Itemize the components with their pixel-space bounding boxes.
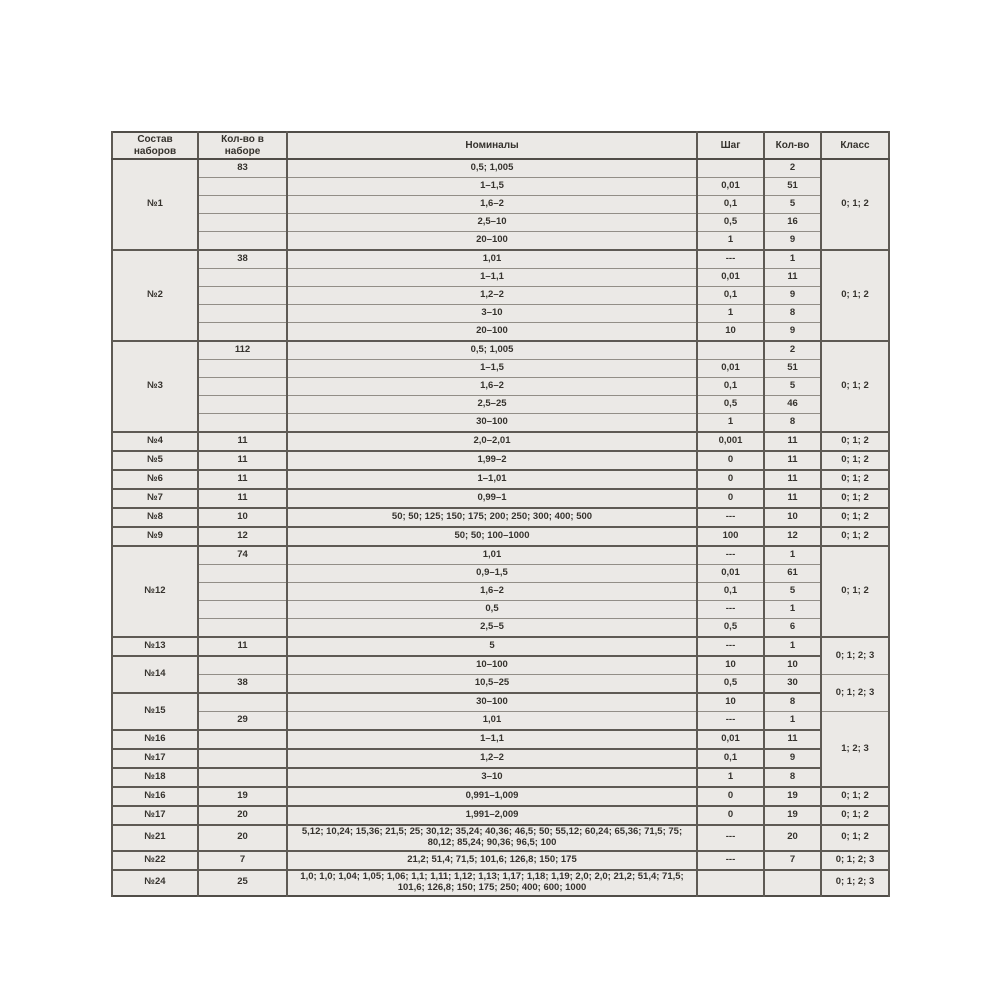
class-cell: 0; 1; 2 [821, 806, 889, 825]
qty-in-set-cell [198, 601, 287, 619]
step-cell: 0,01 [697, 360, 764, 378]
table-row [112, 396, 889, 414]
class-cell: 0; 1; 2 [821, 341, 889, 432]
qty-in-set-cell: 38 [198, 675, 287, 694]
table-row [112, 305, 889, 323]
col-header-nominals: Номиналы [287, 132, 697, 159]
table-row [112, 749, 889, 768]
class-cell: 0; 1; 2; 3 [821, 675, 889, 712]
qty-in-set-cell [198, 619, 287, 638]
table-row [112, 712, 889, 731]
nominal-cell: 1,01 [287, 250, 697, 269]
step-cell: 100 [697, 527, 764, 546]
qty-cell: 19 [764, 787, 821, 806]
step-cell: 0,01 [697, 565, 764, 583]
class-cell: 0; 1; 2 [821, 489, 889, 508]
step-cell: 0,1 [697, 287, 764, 305]
qty-in-set-cell [198, 378, 287, 396]
class-cell: 0; 1; 2 [821, 825, 889, 851]
nominal-cell: 1,6–2 [287, 378, 697, 396]
set-name-cell: №18 [112, 768, 198, 787]
col-header-qty: Кол-во [764, 132, 821, 159]
qty-in-set-cell: 12 [198, 527, 287, 546]
set-name-cell: №9 [112, 527, 198, 546]
qty-cell: 1 [764, 601, 821, 619]
class-cell: 0; 1; 2; 3 [821, 851, 889, 870]
table-row [112, 414, 889, 433]
qty-cell: 1 [764, 250, 821, 269]
qty-in-set-cell: 11 [198, 451, 287, 470]
step-cell: 1 [697, 232, 764, 251]
set-name-cell: №13 [112, 637, 198, 656]
set-name-cell: №1 [112, 159, 198, 250]
qty-in-set-cell [198, 768, 287, 787]
step-cell: 0,1 [697, 583, 764, 601]
qty-in-set-cell [198, 730, 287, 749]
table-row [112, 851, 889, 870]
set-name-cell: №4 [112, 432, 198, 451]
table-row [112, 508, 889, 527]
nominal-cell: 1–1,5 [287, 360, 697, 378]
qty-in-set-cell [198, 214, 287, 232]
col-header-step: Шаг [697, 132, 764, 159]
set-name-cell: №14 [112, 656, 198, 693]
qty-cell: 11 [764, 269, 821, 287]
table-row [112, 656, 889, 675]
nominal-cell: 20–100 [287, 323, 697, 342]
qty-cell: 11 [764, 489, 821, 508]
step-cell: 0,01 [697, 730, 764, 749]
qty-in-set-cell: 11 [198, 489, 287, 508]
set-name-cell: №24 [112, 870, 198, 896]
set-name-cell: №3 [112, 341, 198, 432]
set-name-cell: №8 [112, 508, 198, 527]
set-name-cell: №6 [112, 470, 198, 489]
nominal-cell: 5 [287, 637, 697, 656]
resistor-sets-table [111, 131, 890, 897]
step-cell: --- [697, 851, 764, 870]
nominal-cell: 0,991–1,009 [287, 787, 697, 806]
table-row [112, 768, 889, 787]
set-name-cell: №12 [112, 546, 198, 637]
nominal-cell: 1–1,01 [287, 470, 697, 489]
table-row [112, 323, 889, 342]
table-row [112, 583, 889, 601]
set-name-cell: №2 [112, 250, 198, 341]
nominal-cell: 1,2–2 [287, 749, 697, 768]
step-cell: --- [697, 712, 764, 731]
qty-in-set-cell [198, 178, 287, 196]
qty-cell: 9 [764, 287, 821, 305]
qty-in-set-cell: 11 [198, 637, 287, 656]
qty-in-set-cell: 19 [198, 787, 287, 806]
table-row [112, 675, 889, 694]
qty-cell: 1 [764, 546, 821, 565]
qty-cell: 16 [764, 214, 821, 232]
set-name-cell: №22 [112, 851, 198, 870]
nominal-cell: 1,01 [287, 546, 697, 565]
qty-cell: 5 [764, 583, 821, 601]
step-cell: --- [697, 250, 764, 269]
qty-in-set-cell [198, 269, 287, 287]
table-row [112, 619, 889, 638]
step-cell: 0,001 [697, 432, 764, 451]
qty-in-set-cell [198, 196, 287, 214]
nominal-cell: 5,12; 10,24; 15,36; 21,5; 25; 30,12; 35,24; 40,36; 46,5; 50; 55,12; 60,24; 65,36; 71,5; 75; 80,12; 85,24; 90,36; 96,5; 100 [287, 825, 697, 851]
step-cell: 0,5 [697, 396, 764, 414]
nominal-cell: 1–1,5 [287, 178, 697, 196]
nominal-cell: 10–100 [287, 656, 697, 675]
table-row [112, 825, 889, 851]
nominal-cell: 0,5; 1,005 [287, 341, 697, 360]
step-cell: 0,01 [697, 178, 764, 196]
step-cell: 0 [697, 489, 764, 508]
step-cell: 0,5 [697, 675, 764, 694]
class-cell: 0; 1; 2 [821, 432, 889, 451]
nominal-cell: 21,2; 51,4; 71,5; 101,6; 126,8; 150; 175 [287, 851, 697, 870]
qty-in-set-cell: 7 [198, 851, 287, 870]
table-row [112, 341, 889, 360]
step-cell: 0,1 [697, 378, 764, 396]
table-row [112, 787, 889, 806]
class-cell: 0; 1; 2 [821, 250, 889, 341]
table-row [112, 269, 889, 287]
table-row [112, 637, 889, 656]
table-row [112, 527, 889, 546]
qty-cell: 8 [764, 693, 821, 712]
qty-cell: 9 [764, 232, 821, 251]
qty-cell: 9 [764, 323, 821, 342]
step-cell [697, 870, 764, 896]
set-name-cell: №7 [112, 489, 198, 508]
qty-in-set-cell [198, 305, 287, 323]
qty-cell: 8 [764, 305, 821, 323]
nominal-cell: 3–10 [287, 305, 697, 323]
qty-cell: 30 [764, 675, 821, 694]
header-row [112, 132, 889, 159]
qty-in-set-cell [198, 396, 287, 414]
qty-in-set-cell [198, 232, 287, 251]
qty-in-set-cell [198, 749, 287, 768]
class-cell: 0; 1; 2 [821, 159, 889, 250]
nominal-cell: 0,5; 1,005 [287, 159, 697, 178]
class-cell: 0; 1; 2 [821, 546, 889, 637]
table-row [112, 730, 889, 749]
table-row [112, 546, 889, 565]
class-cell: 0; 1; 2; 3 [821, 637, 889, 675]
nominal-cell: 2,0–2,01 [287, 432, 697, 451]
step-cell: --- [697, 825, 764, 851]
nominal-cell: 1,6–2 [287, 196, 697, 214]
qty-in-set-cell [198, 656, 287, 675]
nominal-cell: 0,9–1,5 [287, 565, 697, 583]
col-header-composition: Состав наборов [112, 132, 198, 159]
col-header-class: Класс [821, 132, 889, 159]
qty-in-set-cell [198, 323, 287, 342]
table-container [111, 131, 890, 897]
qty-cell: 11 [764, 470, 821, 489]
qty-in-set-cell [198, 565, 287, 583]
step-cell: 0,01 [697, 269, 764, 287]
table-row [112, 470, 889, 489]
nominal-cell: 0,99–1 [287, 489, 697, 508]
qty-cell: 6 [764, 619, 821, 638]
qty-cell: 7 [764, 851, 821, 870]
class-cell: 0; 1; 2 [821, 787, 889, 806]
nominal-cell: 50; 50; 100–1000 [287, 527, 697, 546]
step-cell: 0,1 [697, 749, 764, 768]
qty-cell: 10 [764, 508, 821, 527]
qty-cell: 51 [764, 178, 821, 196]
table-row [112, 232, 889, 251]
step-cell: 0,1 [697, 196, 764, 214]
qty-in-set-cell: 11 [198, 432, 287, 451]
step-cell: 1 [697, 414, 764, 433]
table-row [112, 214, 889, 232]
qty-in-set-cell [198, 360, 287, 378]
table-row [112, 693, 889, 712]
step-cell: 0 [697, 470, 764, 489]
nominal-cell: 1,2–2 [287, 287, 697, 305]
step-cell: 10 [697, 323, 764, 342]
qty-cell: 1 [764, 712, 821, 731]
qty-cell: 2 [764, 341, 821, 360]
qty-in-set-cell: 112 [198, 341, 287, 360]
class-cell: 0; 1; 2 [821, 470, 889, 489]
step-cell: 1 [697, 305, 764, 323]
qty-cell: 11 [764, 432, 821, 451]
table-row [112, 565, 889, 583]
table-row [112, 250, 889, 269]
table-row [112, 806, 889, 825]
nominal-cell: 30–100 [287, 693, 697, 712]
qty-cell: 9 [764, 749, 821, 768]
step-cell: --- [697, 508, 764, 527]
nominal-cell: 20–100 [287, 232, 697, 251]
table-row [112, 601, 889, 619]
qty-in-set-cell: 10 [198, 508, 287, 527]
nominal-cell: 0,5 [287, 601, 697, 619]
nominal-cell: 3–10 [287, 768, 697, 787]
qty-cell: 11 [764, 730, 821, 749]
step-cell: 0 [697, 806, 764, 825]
col-header-qty-in-set: Кол-во в наборе [198, 132, 287, 159]
set-name-cell: №16 [112, 787, 198, 806]
set-name-cell: №17 [112, 806, 198, 825]
table-row [112, 870, 889, 896]
set-name-cell: №15 [112, 693, 198, 730]
qty-in-set-cell: 25 [198, 870, 287, 896]
qty-in-set-cell: 83 [198, 159, 287, 178]
table-row [112, 196, 889, 214]
qty-cell: 61 [764, 565, 821, 583]
set-name-cell: №5 [112, 451, 198, 470]
nominal-cell: 2,5–5 [287, 619, 697, 638]
step-cell: --- [697, 601, 764, 619]
qty-in-set-cell: 74 [198, 546, 287, 565]
qty-in-set-cell: 20 [198, 825, 287, 851]
qty-in-set-cell: 29 [198, 712, 287, 731]
step-cell: 0 [697, 787, 764, 806]
qty-in-set-cell: 38 [198, 250, 287, 269]
nominal-cell: 2,5–10 [287, 214, 697, 232]
qty-cell: 8 [764, 414, 821, 433]
qty-cell: 20 [764, 825, 821, 851]
qty-cell: 5 [764, 196, 821, 214]
set-name-cell: №17 [112, 749, 198, 768]
nominal-cell: 1–1,1 [287, 730, 697, 749]
class-cell: 0; 1; 2 [821, 508, 889, 527]
qty-cell: 1 [764, 637, 821, 656]
qty-cell: 51 [764, 360, 821, 378]
qty-in-set-cell: 20 [198, 806, 287, 825]
qty-cell: 2 [764, 159, 821, 178]
qty-in-set-cell [198, 583, 287, 601]
step-cell: 10 [697, 693, 764, 712]
step-cell: --- [697, 637, 764, 656]
step-cell: 1 [697, 768, 764, 787]
qty-cell: 10 [764, 656, 821, 675]
step-cell: 0,5 [697, 214, 764, 232]
table-row [112, 360, 889, 378]
table-row [112, 432, 889, 451]
table-row [112, 159, 889, 178]
nominal-cell: 1,6–2 [287, 583, 697, 601]
qty-cell: 19 [764, 806, 821, 825]
step-cell: 0,5 [697, 619, 764, 638]
class-cell: 0; 1; 2 [821, 527, 889, 546]
qty-cell: 12 [764, 527, 821, 546]
set-name-cell: №21 [112, 825, 198, 851]
nominal-cell: 1,99–2 [287, 451, 697, 470]
nominal-cell: 10,5–25 [287, 675, 697, 694]
step-cell: 0 [697, 451, 764, 470]
table-row [112, 451, 889, 470]
step-cell [697, 159, 764, 178]
qty-in-set-cell [198, 414, 287, 433]
qty-cell: 11 [764, 451, 821, 470]
nominal-cell: 30–100 [287, 414, 697, 433]
nominal-cell: 50; 50; 125; 150; 175; 200; 250; 300; 400; 500 [287, 508, 697, 527]
class-cell: 0; 1; 2; 3 [821, 870, 889, 896]
step-cell [697, 341, 764, 360]
qty-cell: 5 [764, 378, 821, 396]
class-cell: 1; 2; 3 [821, 712, 889, 788]
nominal-cell: 2,5–25 [287, 396, 697, 414]
table-row [112, 489, 889, 508]
step-cell: 10 [697, 656, 764, 675]
table-row [112, 287, 889, 305]
class-cell: 0; 1; 2 [821, 451, 889, 470]
table-row [112, 378, 889, 396]
nominal-cell: 1,01 [287, 712, 697, 731]
qty-cell: 46 [764, 396, 821, 414]
qty-cell [764, 870, 821, 896]
qty-in-set-cell [198, 693, 287, 712]
set-name-cell: №16 [112, 730, 198, 749]
table-row [112, 178, 889, 196]
step-cell: --- [697, 546, 764, 565]
nominal-cell: 1–1,1 [287, 269, 697, 287]
nominal-cell: 1,0; 1,0; 1,04; 1,05; 1,06; 1,1; 1,11; 1,12; 1,13; 1,17; 1,18; 1,19; 2,0; 2,0; 21,2; 51,4; 71,5; 101,6; 126,8; 150; 175; 250; 400; 600; 1000 [287, 870, 697, 896]
qty-in-set-cell: 11 [198, 470, 287, 489]
qty-cell: 8 [764, 768, 821, 787]
qty-in-set-cell [198, 287, 287, 305]
nominal-cell: 1,991–2,009 [287, 806, 697, 825]
